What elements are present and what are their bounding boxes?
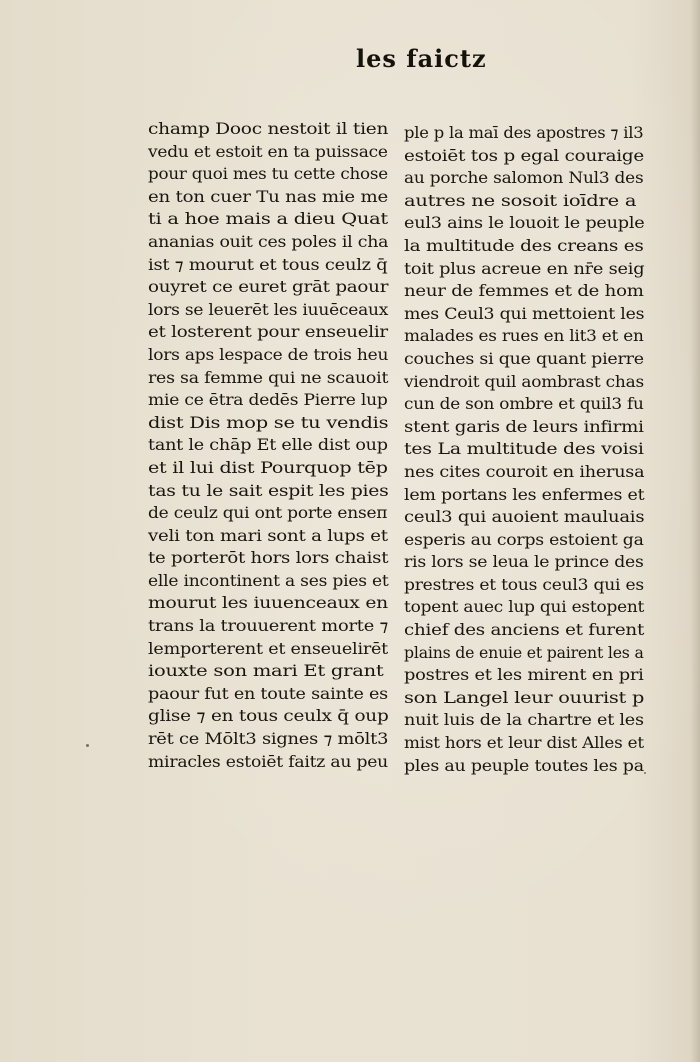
text-line: tant le chāp Et elle dist oup bbox=[148, 436, 388, 455]
running-head: les faictz bbox=[356, 44, 487, 73]
margin-speck bbox=[86, 744, 89, 747]
text-line: son Langel leur ouurist p bbox=[404, 688, 645, 707]
text-line: esperis au corps estoient ga bbox=[404, 530, 644, 549]
text-line: lem portans les enfermes et bbox=[404, 485, 645, 504]
text-line: vedu et estoit en ta puissace bbox=[148, 142, 388, 161]
text-line: veli ton mari sont a lups et bbox=[148, 526, 388, 545]
text-line: ris lors se leua le prince des bbox=[404, 553, 644, 572]
text-line: plains de enuie et pairent les a bbox=[404, 643, 644, 662]
text-line: viendroit quil aombrast chas bbox=[404, 372, 644, 391]
text-line: mist hors et leur dist Alles et bbox=[404, 734, 644, 753]
text-line: lors aps lespace de trois heu bbox=[148, 345, 389, 364]
left-text-column bbox=[148, 118, 388, 773]
text-line: chief des anciens et furent bbox=[404, 621, 645, 640]
text-line: malades es rues en lit3 et en bbox=[404, 327, 644, 346]
text-line: miracles estoiēt faitz au peu bbox=[148, 752, 389, 771]
page-edge-shadow bbox=[690, 0, 700, 1062]
text-line: cun de son ombre et quil3 fu bbox=[404, 395, 644, 414]
text-line: ananias ouit ces poles il cha bbox=[148, 232, 389, 251]
text-line: couches si que quant pierre bbox=[404, 349, 644, 368]
text-line: mes Ceul3 qui mettoient les bbox=[404, 304, 645, 323]
text-line: en ton cuer Tu nas mie me bbox=[148, 187, 388, 206]
text-line: elle incontinent a ses pies et bbox=[148, 571, 389, 590]
text-line: ouyret ce euret grāt paour bbox=[148, 278, 389, 297]
text-line: paour fut en toute sainte es bbox=[148, 684, 388, 703]
text-line: et il lui dist Pourquop tēp bbox=[148, 458, 388, 477]
right-text-column bbox=[404, 122, 644, 777]
text-line: stent garis de leurs infirmi bbox=[404, 417, 644, 436]
text-line: trans la trouuerent morte ⁊ bbox=[148, 617, 389, 636]
text-line: res sa femme qui ne scauoit bbox=[148, 368, 389, 387]
text-line: rēt ce Mōlt3 signes ⁊ mōlt3 bbox=[148, 730, 389, 749]
text-line: topent auec lup qui estopent bbox=[404, 598, 645, 617]
text-line: dist Dis mop se tu vendis bbox=[148, 413, 389, 432]
text-line: glise ⁊ en tous ceulx q̄ oup bbox=[148, 707, 389, 726]
text-line: lemporterent et enseuelirēt bbox=[148, 639, 389, 658]
text-line: te porterōt hors lors chaist bbox=[148, 549, 389, 568]
text-line: lors se leuerēt les iuuēceaux bbox=[148, 300, 389, 319]
text-line: mourut les iuuenceaux en bbox=[148, 594, 388, 613]
text-line: toit plus acreue en nr̄e seig bbox=[404, 259, 645, 278]
text-line: ples au peuple toutes les pa bbox=[404, 756, 644, 775]
text-line: au porche salomon Nul3 des bbox=[404, 169, 644, 188]
text-line: tas tu le sait espit les pies bbox=[148, 481, 389, 500]
text-line: eul3 ains le louoit le peuple bbox=[404, 214, 645, 233]
text-line: de ceulz qui ont porte enseп bbox=[148, 504, 388, 523]
text-line: la multitude des creans es bbox=[404, 236, 644, 255]
text-line: pour quoi mes tu cette chose bbox=[148, 165, 388, 184]
text-line: tes La multitude des voisi bbox=[404, 440, 644, 459]
text-line: autres ne sosoit ioīdre a bbox=[404, 191, 637, 210]
text-line: et losterent pour enseuelir bbox=[148, 323, 388, 342]
text-line: estoiēt tos p egal couraige bbox=[404, 146, 645, 165]
text-line: ple p la maī des apostres ⁊ il3 bbox=[404, 124, 644, 142]
text-line: nuit luis de la chartre et les bbox=[404, 711, 644, 730]
text-line: mie ce ētra dedēs Pierre lup bbox=[148, 391, 388, 410]
text-line: ti a hoe mais a dieu Quat bbox=[148, 210, 388, 229]
text-line: ist ⁊ mourut et tous ceulz q̄ bbox=[148, 255, 388, 274]
text-line: iouxte son mari Et grant bbox=[148, 662, 384, 681]
text-line: neur de femmes et de hom bbox=[404, 282, 644, 301]
margin-speck bbox=[644, 772, 646, 774]
text-line: postres et les mirent en pri bbox=[404, 666, 644, 685]
text-line: prestres et tous ceul3 qui es bbox=[404, 575, 644, 594]
text-line: champ Dooc nestoit il tien bbox=[148, 120, 389, 138]
text-line: ceul3 qui auoient mauluais bbox=[404, 508, 645, 527]
text-line: nes cites couroit en iherusa bbox=[404, 462, 645, 481]
